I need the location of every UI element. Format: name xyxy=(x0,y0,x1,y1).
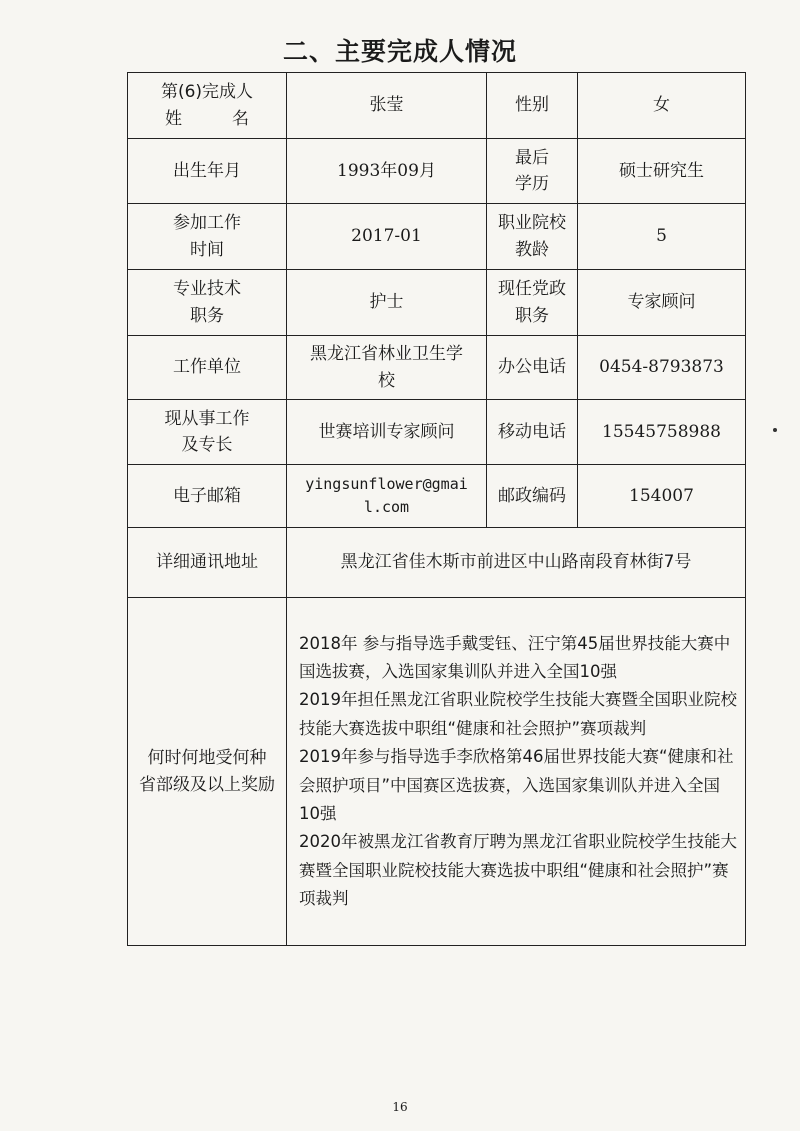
birth-value: 1993年09月 xyxy=(287,139,487,204)
award-item: 2019年担任黑龙江省职业院校学生技能大赛暨全国职业院校技能大赛选拔中职组“健康和社会照护”赛项裁判 xyxy=(299,690,737,738)
party-role-label-line2: 职务 xyxy=(515,305,549,326)
row-work-start xyxy=(128,204,746,270)
name-label-line1: 第(6)完成人 xyxy=(160,82,254,103)
page-title: 二、主要完成人情况 xyxy=(282,37,517,66)
work-start-label-line1: 参加工作 xyxy=(173,213,241,234)
name-label-cell xyxy=(128,73,287,139)
work-start-label-cell xyxy=(128,204,287,270)
employer-value-cell xyxy=(287,336,487,400)
email-value-line1: yingsunflower@gmai xyxy=(305,474,468,493)
office-phone-value: 0454-8793873 xyxy=(578,336,746,400)
address-label: 详细通讯地址 xyxy=(128,528,287,598)
education-label-line2: 学历 xyxy=(515,174,549,194)
title-label-line2: 职务 xyxy=(190,305,224,326)
mobile-label: 移动电话 xyxy=(487,400,578,465)
specialty-label-line2: 及专长 xyxy=(181,435,233,455)
party-role-label-line1: 现任党政 xyxy=(498,279,566,300)
row-address xyxy=(128,528,746,598)
row-birth xyxy=(128,139,746,204)
row-awards xyxy=(128,598,746,946)
award-item: 2018年 参与指导选手戴雯钰、汪宁第45届世界技能大赛中国选拔赛，入选国家集训队并进入全国10强 xyxy=(299,633,731,681)
work-start-label-line2: 时间 xyxy=(190,239,224,260)
email-label: 电子邮箱 xyxy=(128,465,287,528)
mobile-value: 15545758988 xyxy=(578,400,746,465)
row-name xyxy=(128,73,746,139)
awards-list xyxy=(287,598,746,946)
awards-label-line1: 何时何地受何种 xyxy=(147,748,267,769)
employer-value-line1: 黑龙江省林业卫生学 xyxy=(310,344,463,365)
page-number: 16 xyxy=(392,1100,408,1114)
title-label-cell xyxy=(128,270,287,336)
teaching-years-label-line2: 教龄 xyxy=(515,239,549,260)
awards-label-line2: 省部级及以上奖励 xyxy=(139,774,275,795)
title-label-line1: 专业技术 xyxy=(173,279,241,300)
birth-label: 出生年月 xyxy=(128,139,287,204)
scan-speck xyxy=(773,428,777,432)
postcode-label: 邮政编码 xyxy=(487,465,578,528)
award-item: 2019年参与指导选手李欣格第46届世界技能大赛“健康和社会照护项目”中国赛区选拔赛，入选国家集训队并进入全国10强 xyxy=(299,747,734,823)
professional-title-value: 护士 xyxy=(287,270,487,336)
teaching-years-label-cell xyxy=(487,204,578,270)
row-employer xyxy=(128,336,746,400)
gender-label: 性别 xyxy=(487,73,578,139)
email-value-line2: l.com xyxy=(363,498,410,516)
party-role-value: 专家顾问 xyxy=(578,270,746,336)
personnel-info-table xyxy=(127,72,746,946)
teaching-years-value: 5 xyxy=(578,204,746,270)
specialty-label-cell xyxy=(128,400,287,465)
education-label-line1: 最后 xyxy=(515,147,549,168)
education-value: 硕士研究生 xyxy=(578,139,746,204)
address-value: 黑龙江省佳木斯市前进区中山路南段育林街7号 xyxy=(287,528,746,598)
office-phone-label: 办公电话 xyxy=(487,336,578,400)
award-item: 2020年被黑龙江省教育厅聘为黑龙江省职业院校学生技能大赛暨全国职业院校技能大赛选拔中职组“健康和社会照护”赛项裁判 xyxy=(299,832,737,908)
row-specialty xyxy=(128,400,746,465)
work-start-value: 2017-01 xyxy=(287,204,487,270)
gender-value: 女 xyxy=(578,73,746,139)
employer-value-line2: 校 xyxy=(378,370,395,391)
education-label-cell xyxy=(487,139,578,204)
row-email xyxy=(128,465,746,528)
postcode-value: 154007 xyxy=(578,465,746,528)
specialty-value: 世赛培训专家顾问 xyxy=(287,400,487,465)
employer-label: 工作单位 xyxy=(128,336,287,400)
name-value: 张莹 xyxy=(287,73,487,139)
awards-label-cell xyxy=(128,598,287,946)
specialty-label-line1: 现从事工作 xyxy=(164,408,250,429)
email-value-cell xyxy=(287,465,487,528)
name-label-line2: 姓 名 xyxy=(165,108,249,129)
row-title xyxy=(128,270,746,336)
teaching-years-label-line1: 职业院校 xyxy=(498,213,566,234)
party-role-label-cell xyxy=(487,270,578,336)
